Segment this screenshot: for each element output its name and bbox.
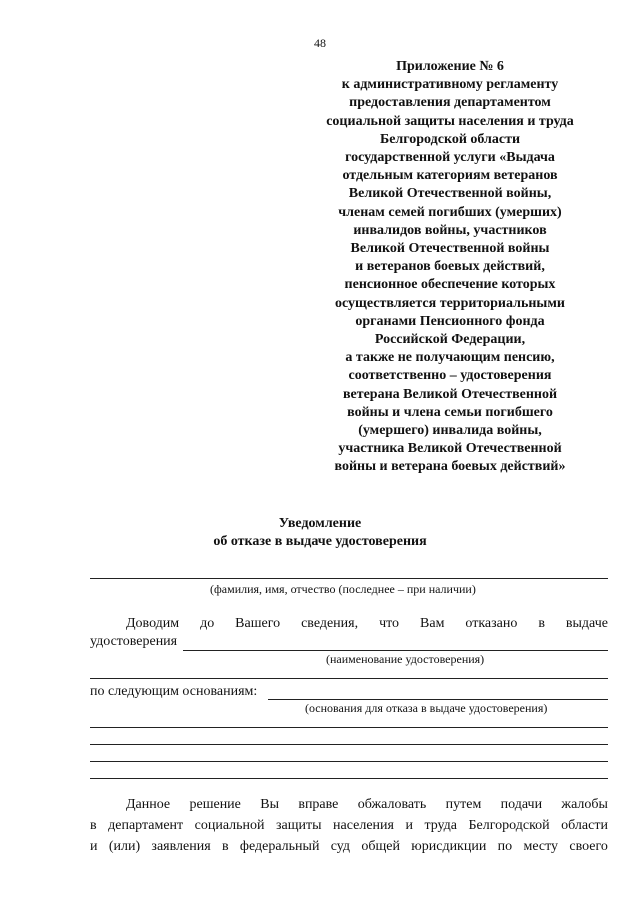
notify-word: Вам <box>420 616 445 631</box>
notice-title <box>0 515 640 551</box>
notice-title-line1: Уведомление <box>278 516 362 531</box>
appeal-word: в <box>221 839 229 854</box>
appeal-word: суд <box>330 839 351 854</box>
appendix-line: осуществляется территориальными <box>335 295 565 311</box>
appeal-word: месту <box>523 839 559 854</box>
notice-title-line2: об отказе в выдаче удостоверения <box>213 534 427 549</box>
grounds-label: по следующим основаниям: <box>90 684 258 699</box>
appeal-word: по <box>497 839 513 854</box>
name-field-line <box>90 578 608 579</box>
appeal-word: юрисдикции <box>411 839 487 854</box>
notify-word: выдаче <box>565 616 608 631</box>
notify-word: в <box>538 616 545 631</box>
appeal-word: социальной <box>194 818 265 833</box>
appendix-line: членам семей погибших (умерших) <box>338 204 562 220</box>
notify-word: Вашего <box>235 616 281 631</box>
appendix-line: Белгородской области <box>379 131 521 147</box>
appeal-word: жалобы <box>561 797 608 812</box>
appeal-word: решение <box>189 797 241 812</box>
notify-word: отказано <box>465 616 518 631</box>
appeal-word: подачи <box>500 797 543 812</box>
notify-word: что <box>379 616 400 631</box>
notify-word: Доводим <box>126 616 180 631</box>
appendix-line: а также не получающим пенсию, <box>345 350 555 366</box>
appeal-word: и <box>90 839 98 854</box>
grounds-line-3 <box>90 744 608 745</box>
appeal-line-1 <box>90 797 608 813</box>
appendix-line: войны и ветерана боевых действий» <box>334 459 566 475</box>
appendix-line: Великой Отечественной войны <box>350 241 550 257</box>
appeal-word: общей <box>361 839 400 854</box>
appeal-word: департамент <box>108 818 184 833</box>
appendix-line: Российской Федерации, <box>374 332 526 348</box>
notify-word: до <box>200 616 215 631</box>
appeal-word: своего <box>569 839 608 854</box>
appendix-line: участника Великой Отечественной <box>338 441 562 457</box>
grounds-line-4 <box>90 761 608 762</box>
page-number: 48 <box>314 36 326 50</box>
appeal-word: населения <box>333 818 394 833</box>
appeal-word: Вы <box>260 797 279 812</box>
appeal-word: области <box>561 818 608 833</box>
appeal-word: заявления <box>151 839 211 854</box>
appendix-line: (умершего) инвалида войны, <box>358 423 542 439</box>
appendix-line: и ветеранов боевых действий, <box>355 259 545 275</box>
appeal-word: защиты <box>276 818 322 833</box>
appeal-word: и <box>405 818 413 833</box>
appendix-line: инвалидов войны, участников <box>353 222 547 238</box>
appendix-line: к административному регламенту <box>341 77 559 93</box>
name-field-hint: (фамилия, имя, отчество (последнее – при наличии) <box>210 582 476 596</box>
appeal-line-2 <box>90 818 608 834</box>
appendix-line: социальной защиты населения и труда <box>326 113 574 129</box>
certificate-field-hint: (наименование удостоверения) <box>326 652 485 666</box>
appendix-line: государственной услуги «Выдача <box>345 150 555 166</box>
notify-sentence <box>90 616 608 632</box>
appeal-word: Данное <box>126 797 171 812</box>
appendix-line: Великой Отечественной войны, <box>348 186 552 202</box>
appeal-word: обжаловать <box>357 797 427 812</box>
appeal-line-3 <box>90 839 608 855</box>
blank-line <box>90 678 608 679</box>
appeal-word: Белгородской <box>468 818 550 833</box>
appendix-line: войны и члена семьи погибшего <box>347 404 553 420</box>
grounds-field-hint: (основания для отказа в выдаче удостоверения) <box>305 701 548 715</box>
grounds-field-line <box>268 699 608 700</box>
appendix-line: Приложение № 6 <box>396 59 504 74</box>
appendix-header <box>300 58 600 477</box>
appendix-line: предоставления департаментом <box>349 95 551 111</box>
appeal-word: путем <box>445 797 482 812</box>
certificate-field-line <box>183 650 608 651</box>
grounds-line-2 <box>90 727 608 728</box>
appeal-word: труда <box>424 818 458 833</box>
appendix-line: соответственно – удостоверения <box>348 368 552 384</box>
appendix-line: ветерана Великой Отечественной <box>342 386 558 402</box>
appeal-word: (или) <box>108 839 141 854</box>
appeal-word: федеральный <box>239 839 320 854</box>
appendix-line: отдельным категориям ветеранов <box>342 168 558 184</box>
appeal-word: в <box>90 818 97 833</box>
grounds-line-5 <box>90 778 608 779</box>
appeal-word: вправе <box>298 797 339 812</box>
appendix-line: органами Пенсионного фонда <box>355 313 545 329</box>
notify-word: сведения, <box>301 616 359 631</box>
certificate-label: удостоверения <box>90 634 178 649</box>
appendix-line: пенсионное обеспечение которых <box>344 277 556 293</box>
